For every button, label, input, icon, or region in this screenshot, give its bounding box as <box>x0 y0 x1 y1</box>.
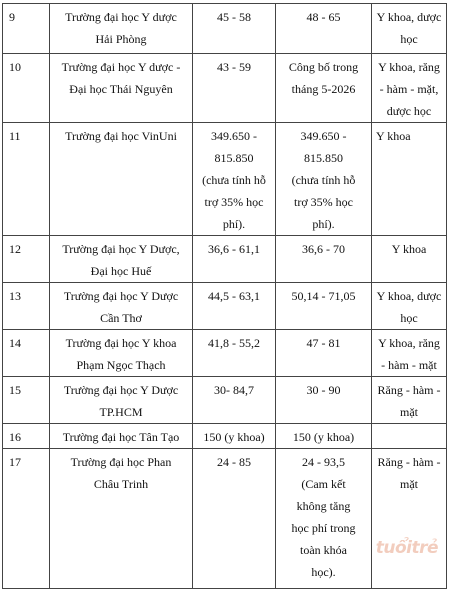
tuition-year-1: 24 - 85 <box>217 455 251 469</box>
university-name: Trường đại học Y dược - Đại học Thái Nguyên <box>61 60 181 96</box>
university-name: Trường đại học Phan Châu Trinh <box>70 455 172 491</box>
table-row <box>3 424 447 449</box>
tuition-year-2-cell <box>276 54 372 123</box>
tuition-year-2: 50,14 - 71,05 <box>291 289 356 303</box>
row-number: 11 <box>9 129 21 143</box>
university-name-cell <box>50 283 193 330</box>
tuition-year-1: 150 (y khoa) <box>203 430 265 444</box>
majors: Y khoa, dược học <box>376 289 442 325</box>
row-number-cell <box>3 424 50 449</box>
tuition-year-2: Công bố trong tháng 5-2026 <box>288 60 359 96</box>
tuition-table-body <box>3 4 447 589</box>
university-name: Trường đại học Tân Tạo <box>62 430 180 444</box>
tuition-year-2: 349.650 - 815.850 (chưa tính hỗ trợ 35% học phí). <box>291 129 356 231</box>
row-number: 12 <box>9 242 21 256</box>
row-number-cell <box>3 236 50 283</box>
tuition-year-2-cell <box>276 236 372 283</box>
tuition-year-1-cell <box>193 330 276 377</box>
row-number: 15 <box>9 383 21 397</box>
tuition-year-1: 43 - 59 <box>217 60 251 74</box>
tuition-year-1: 41,8 - 55,2 <box>208 336 260 350</box>
tuition-year-1-cell <box>193 283 276 330</box>
majors-cell <box>372 123 447 236</box>
tuition-year-1: 36,6 - 61,1 <box>208 242 260 256</box>
tuition-year-2-cell <box>276 377 372 424</box>
tuition-year-1: 30- 84,7 <box>214 383 254 397</box>
tuition-year-2: 36,6 - 70 <box>302 242 345 256</box>
row-number-cell <box>3 4 50 54</box>
tuition-year-1: 45 - 58 <box>217 10 251 24</box>
majors-cell <box>372 236 447 283</box>
tuition-year-2: 30 - 90 <box>306 383 341 397</box>
university-name-cell <box>50 4 193 54</box>
tuition-year-1-cell <box>193 377 276 424</box>
row-number: 9 <box>9 10 15 24</box>
tuition-year-1-cell <box>193 236 276 283</box>
tuition-year-2-cell <box>276 123 372 236</box>
majors: Y khoa <box>376 129 411 143</box>
tuition-year-1: 349.650 - 815.850 (chưa tính hỗ trợ 35% học phí). <box>202 129 266 231</box>
university-name-cell <box>50 54 193 123</box>
university-name-cell <box>50 449 193 589</box>
university-name: Trường đại học Y Dược, Đại học Huế <box>62 242 180 278</box>
tuition-year-2-cell <box>276 4 372 54</box>
table-row <box>3 54 447 123</box>
table-row <box>3 330 447 377</box>
row-number-cell <box>3 123 50 236</box>
university-name-cell <box>50 123 193 236</box>
row-number: 16 <box>9 430 21 444</box>
university-name-cell <box>50 377 193 424</box>
majors-cell <box>372 330 447 377</box>
majors: Y khoa, dược học <box>376 10 442 46</box>
row-number-cell <box>3 377 50 424</box>
university-name: Trường đại học Y Dược TP.HCM <box>63 383 179 419</box>
university-name-cell <box>50 330 193 377</box>
tuition-year-2-cell <box>276 330 372 377</box>
majors: Răng - hàm - mặt <box>377 455 441 491</box>
majors-cell <box>372 54 447 123</box>
tuition-table <box>2 3 447 589</box>
majors: Y khoa, răng - hàm - mặt <box>378 336 440 372</box>
tuition-year-1-cell <box>193 123 276 236</box>
row-number-cell <box>3 54 50 123</box>
majors: Y khoa <box>391 242 427 256</box>
table-row <box>3 377 447 424</box>
row-number: 17 <box>9 455 21 469</box>
majors-cell <box>372 449 447 589</box>
university-name: Trường đại học Y Dược Cần Thơ <box>63 289 179 325</box>
table-row <box>3 283 447 330</box>
tuition-year-2: 47 - 81 <box>306 336 341 350</box>
tuoitre-logo: tuổitrẻ <box>375 538 438 558</box>
row-number-cell <box>3 449 50 589</box>
row-number: 14 <box>9 336 21 350</box>
row-number-cell <box>3 330 50 377</box>
majors-cell <box>372 377 447 424</box>
tuition-year-2: 48 - 65 <box>306 10 341 24</box>
majors: Răng - hàm - mặt <box>377 383 441 419</box>
tuition-year-2-cell <box>276 283 372 330</box>
university-name: Trường đại học Y dược Hải Phòng <box>65 10 177 46</box>
majors: Y khoa, răng - hàm - mặt, dược học <box>378 60 440 118</box>
table-row <box>3 123 447 236</box>
majors-cell <box>372 4 447 54</box>
table-row <box>3 449 447 589</box>
table-row <box>3 236 447 283</box>
majors-cell <box>372 283 447 330</box>
majors-cell <box>372 424 447 449</box>
university-name: Trường đại học VinUni <box>65 129 177 143</box>
tuition-year-1-cell <box>193 54 276 123</box>
table-row <box>3 4 447 54</box>
university-name: Trường đại học Y khoa Phạm Ngọc Thạch <box>65 336 177 372</box>
tuition-year-2: 150 (y khoa) <box>292 430 355 444</box>
tuition-year-2: 24 - 93,5 (Cam kết không tăng học phí trong toàn khóa học). <box>291 455 356 579</box>
row-number: 13 <box>9 289 21 303</box>
tuition-year-1-cell <box>193 4 276 54</box>
tuition-year-1-cell <box>193 449 276 589</box>
university-name-cell <box>50 236 193 283</box>
majors <box>372 424 446 426</box>
row-number-cell <box>3 283 50 330</box>
tuition-year-2-cell <box>276 424 372 449</box>
row-number: 10 <box>9 60 21 74</box>
tuition-year-1-cell <box>193 424 276 449</box>
tuition-year-1: 44,5 - 63,1 <box>208 289 260 303</box>
tuition-year-2-cell <box>276 449 372 589</box>
university-name-cell <box>50 424 193 449</box>
